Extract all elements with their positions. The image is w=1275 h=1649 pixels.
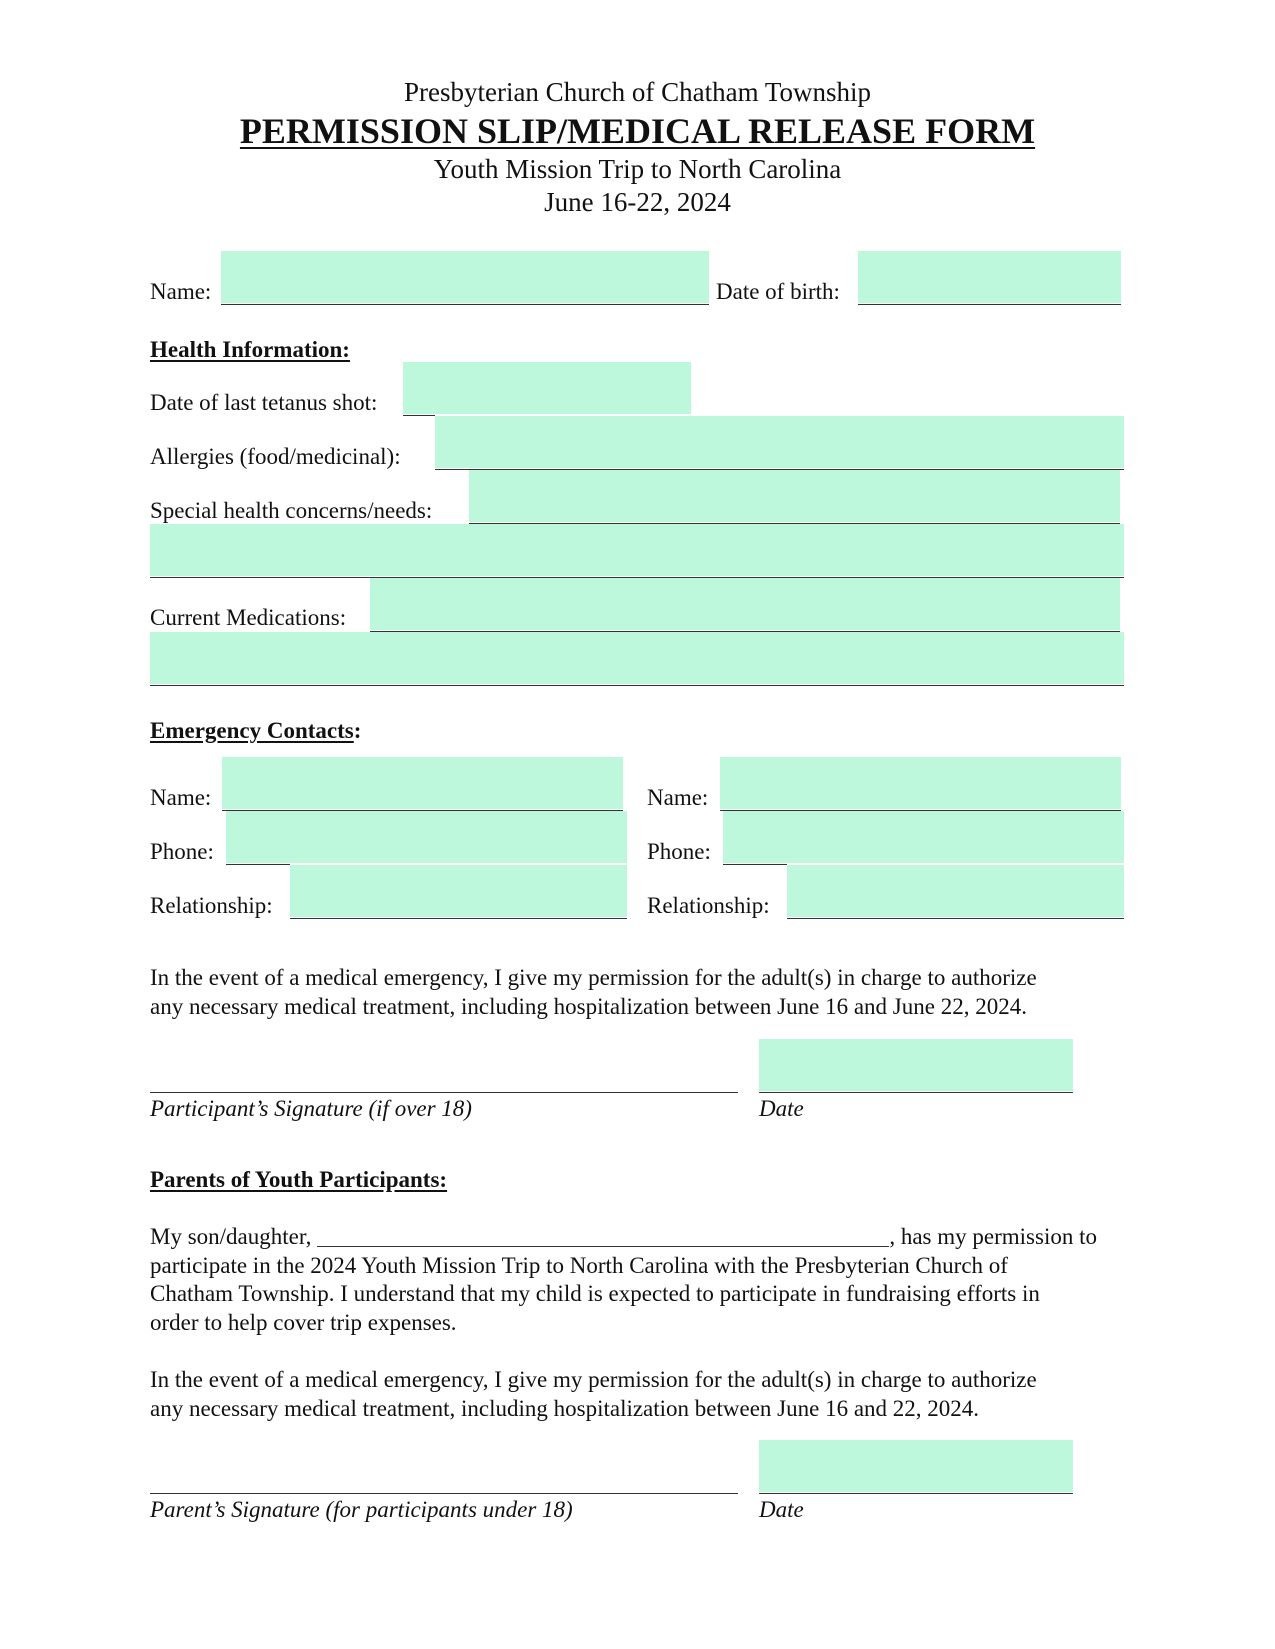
medications-underline-line2 xyxy=(150,685,1124,686)
allergies-field[interactable] xyxy=(435,416,1124,468)
contact-1-name-field[interactable] xyxy=(222,757,623,809)
special-needs-field[interactable] xyxy=(469,470,1120,522)
parent-signature-label: Parent’s Signature (for participants under 18) xyxy=(150,1497,573,1522)
trip-subtitle: Youth Mission Trip to North Carolina xyxy=(433,154,842,184)
son-daughter-name-line[interactable] xyxy=(317,1226,889,1247)
parent-signature-line[interactable] xyxy=(150,1493,738,1494)
contact-2-relationship-label: Relationship: xyxy=(647,893,770,918)
contact-1-relationship-underline xyxy=(290,918,627,919)
contact-2-phone-label: Phone: xyxy=(647,839,711,864)
date-of-birth-underline xyxy=(858,304,1121,305)
emergency-contacts-heading-colon: : xyxy=(353,718,362,743)
date-of-birth-field[interactable] xyxy=(858,251,1121,303)
parents-consent-line-1: In the event of a medical emergency, I give my permission for the adult(s) in charge to authorize xyxy=(150,1367,1037,1392)
emergency-contacts-heading xyxy=(150,718,361,744)
medications-label: Current Medications: xyxy=(150,605,347,630)
health-info-heading-text: Health Information: xyxy=(150,337,350,362)
parents-permission-text xyxy=(150,1223,1097,1337)
parents-permission-line-2: participate in the 2024 Youth Mission Trip to North Carolina with the Presbyterian Church of xyxy=(150,1252,1008,1278)
organization-name: Presbyterian Church of Chatham Township xyxy=(403,77,872,107)
contact-1-relationship-field[interactable] xyxy=(290,865,627,917)
adult-consent-line-2: any necessary medical treatment, including hospitalization between June 16 and June 22, 2024. xyxy=(150,993,1027,1019)
participant-date-underline xyxy=(759,1092,1073,1093)
contact-2-phone-underline xyxy=(723,864,787,865)
contact-1-relationship-label: Relationship: xyxy=(150,893,273,918)
tetanus-label: Date of last tetanus shot: xyxy=(150,390,378,415)
date-of-birth-label: Date of birth: xyxy=(716,279,840,304)
parent-date-underline xyxy=(759,1493,1073,1494)
parents-permission-line-3: Chatham Township. I understand that my child is expected to participate in fundraising efforts in xyxy=(150,1281,1040,1306)
participant-name-field[interactable] xyxy=(221,251,709,303)
special-needs-label: Special health concerns/needs: xyxy=(150,498,433,523)
contact-1-phone-label: Phone: xyxy=(150,839,214,864)
form-title xyxy=(0,110,1275,152)
parents-consent-text xyxy=(150,1366,1037,1423)
tetanus-date-field[interactable] xyxy=(403,362,691,414)
parents-heading xyxy=(150,1167,447,1193)
contact-2-relationship-field[interactable] xyxy=(787,865,1124,917)
participant-date-field[interactable] xyxy=(759,1039,1073,1091)
tetanus-underline xyxy=(403,415,435,416)
medications-field-line2[interactable] xyxy=(150,632,1124,684)
permission-text-end: , has my permission to xyxy=(889,1224,1097,1249)
special-needs-field-line2[interactable] xyxy=(150,524,1124,576)
trip-dates: June 16-22, 2024 xyxy=(544,187,731,217)
contact-1-phone-field[interactable] xyxy=(226,811,627,863)
participant-name-underline xyxy=(221,304,709,305)
participant-name-label: Name: xyxy=(150,279,212,304)
participant-date-label: Date xyxy=(759,1096,804,1121)
emergency-contacts-heading-text: Emergency Contacts xyxy=(150,718,354,743)
parents-consent-line-2: any necessary medical treatment, including hospitalization between June 16 and 22, 2024. xyxy=(150,1395,980,1421)
contact-2-name-label: Name: xyxy=(647,785,709,810)
parents-heading-text: Parents of Youth Participants: xyxy=(150,1167,448,1192)
son-daughter-label: My son/daughter, xyxy=(150,1224,312,1249)
adult-consent-line-1: In the event of a medical emergency, I give my permission for the adult(s) in charge to authorize xyxy=(150,965,1037,990)
form-title-text: PERMISSION SLIP/MEDICAL RELEASE FORM xyxy=(239,111,1036,151)
participant-signature-line[interactable] xyxy=(150,1092,738,1093)
contact-2-phone-field[interactable] xyxy=(723,811,1124,863)
parents-permission-line-4: order to help cover trip expenses. xyxy=(150,1309,457,1335)
allergies-label: Allergies (food/medicinal): xyxy=(150,444,401,469)
health-info-heading xyxy=(150,337,350,363)
contact-2-relationship-underline xyxy=(787,918,1124,919)
contact-1-phone-underline xyxy=(226,864,290,865)
parents-permission-line-1 xyxy=(150,1223,1097,1252)
participant-signature-label: Participant’s Signature (if over 18) xyxy=(150,1096,472,1121)
parent-date-field[interactable] xyxy=(759,1440,1073,1492)
adult-consent-text xyxy=(150,964,1037,1021)
medications-field[interactable] xyxy=(370,578,1120,630)
contact-2-name-field[interactable] xyxy=(720,757,1121,809)
contact-1-name-label: Name: xyxy=(150,785,212,810)
parent-date-label: Date xyxy=(759,1497,804,1522)
